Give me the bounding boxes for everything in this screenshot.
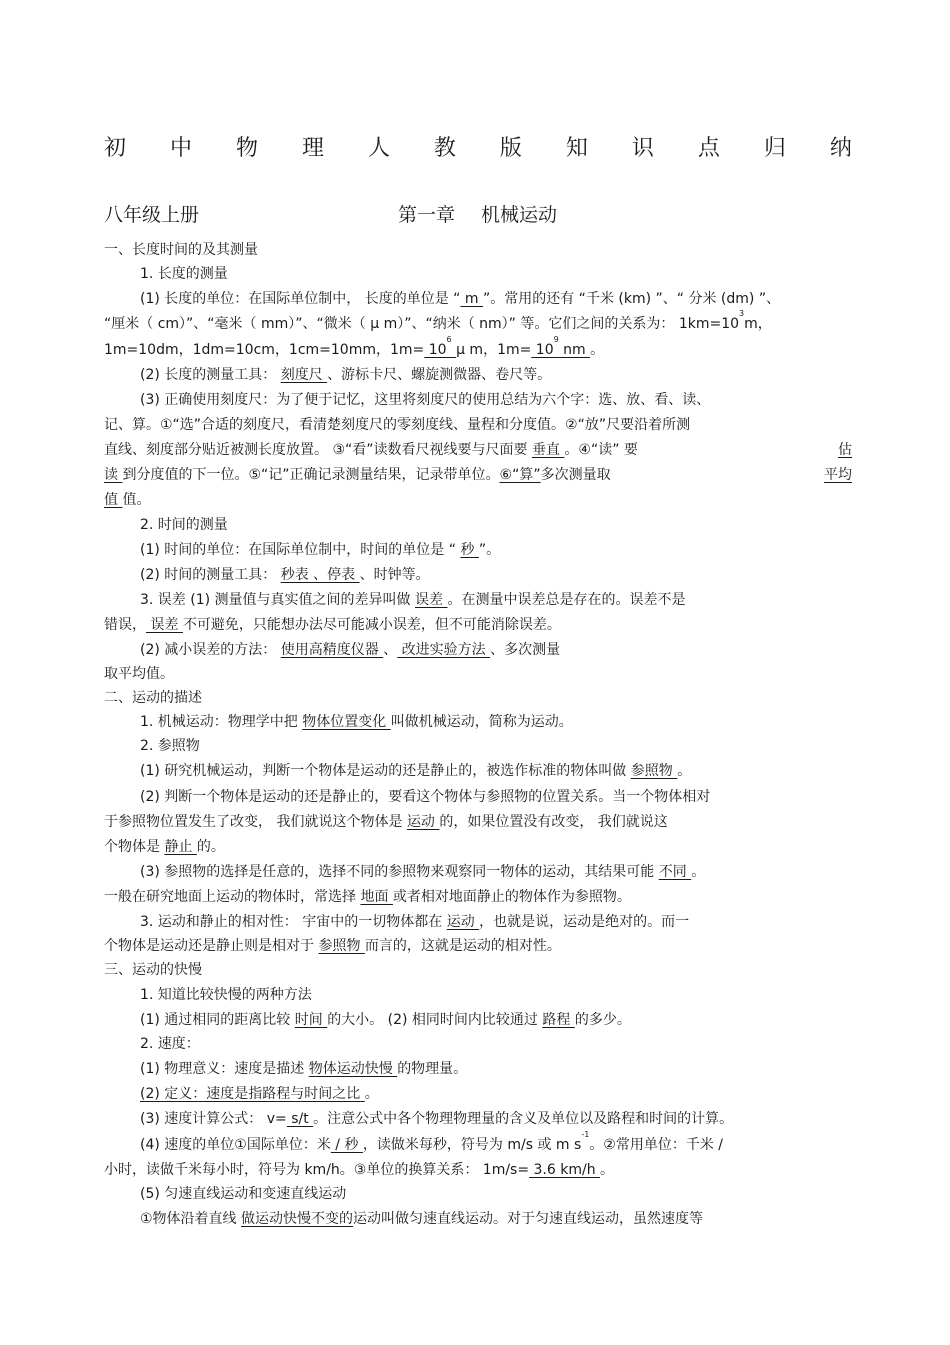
answer-blank: 运动	[446, 914, 480, 930]
answer-blank: $10^9$ nm	[531, 335, 591, 358]
answer-blank: 秒表 、停表	[280, 567, 360, 583]
text-line: (1) 长度的单位：在国际单位制中， 长度的单位是 “ m ”。常用的还有 “千米 (km) ”、“ 分米 (dm) ”、	[140, 291, 781, 307]
chapter-name: 机械运动	[481, 204, 558, 226]
answer-blank: 误差	[415, 592, 448, 608]
answer-blank: 地面	[360, 889, 393, 905]
subsection-time-measurement: 2. 时间的测量	[140, 517, 228, 533]
text-line: (5) 匀速直线运动和变速直线运动	[140, 1186, 347, 1202]
subsection-speed: 2. 速度：	[140, 1036, 200, 1052]
answer-blank: m	[460, 291, 483, 307]
answer-blank: 运动	[406, 814, 440, 830]
subsection-compare-methods: 1. 知道比较快慢的两种方法	[140, 987, 312, 1003]
answer-blank: 静止	[164, 839, 197, 855]
answer-blank: s/t	[286, 1111, 314, 1127]
answer-blank: 使用高精度仪器	[280, 642, 384, 658]
text-line: (2) 判断一个物体是运动的还是静止的，要看这个物体与参照物的位置关系。当一个物体相对	[140, 789, 711, 805]
title-char: 纳	[829, 135, 852, 161]
text-line: (2) 减小误差的方法： 使用高精度仪器 、 改进实验方法 、多次测量	[140, 642, 561, 658]
superscript: 6	[446, 335, 452, 344]
text-line: ①物体沿着直线 做运动快慢不变的运动叫做匀速直线运动。对于匀速直线运动，虽然速度等	[140, 1211, 704, 1227]
chapter-heading	[398, 203, 557, 227]
answer-blank: 改进实验方法	[397, 642, 491, 658]
answer-blank: $10^6$	[424, 335, 452, 358]
chapter-number: 第一章	[398, 204, 456, 226]
text-line: (3) 参照物的选择是任意的，选择不同的参照物来观察同一物体的运动，其结果可能 不同 。	[140, 864, 706, 880]
text-line: 取平均值。	[104, 666, 174, 682]
superscript: 9	[553, 335, 559, 344]
title-char: 归	[763, 135, 786, 161]
text-line: 值 值。	[104, 492, 151, 508]
title-char: 人	[367, 135, 390, 161]
answer-blank: 时间	[294, 1012, 328, 1028]
text-line: “厘米（ cm）”、“毫米（ mm）”、“微米（ μ m）”、“纳米（ nm）” 等。它们之间的关系为： $1km=10^3m$，	[104, 309, 772, 332]
answer-blank: 读	[104, 467, 118, 483]
title-char: 中	[169, 135, 192, 161]
title-char: 初	[104, 135, 127, 161]
text-line: 个物体是运动还是静止则是相对于 参照物 而言的，这就是运动的相对性。	[104, 938, 561, 954]
text-line: 3. 运动和静止的相对性： 宇宙中的一切物体都在 运动 ，也就是说，运动是绝对的。而一	[140, 914, 690, 930]
page-title	[104, 131, 852, 161]
section-heading-motion: 二、运动的描述	[104, 690, 202, 706]
section-heading-length-time: 一、长度时间的及其测量	[104, 242, 258, 258]
superscript: -1	[581, 1130, 590, 1139]
answer-blank: 垂直	[531, 442, 565, 458]
text-line: (3) 速度计算公式： v= s/t 。注意公式中各个物理物理量的含义及单位以及路程和时间的计算。	[140, 1111, 734, 1127]
answer-blank: / 秒	[330, 1137, 363, 1153]
subsection-reference: 2. 参照物	[140, 738, 200, 754]
title-char: 知	[565, 135, 588, 161]
text-line: 3. 误差 (1) 测量值与真实值之间的差异叫做 误差 。在测量中误差总是存在的。误差不是	[140, 592, 686, 608]
section-heading-speed: 三、运动的快慢	[104, 962, 202, 978]
text-line: 错误， 误差 不可避免，只能想办法尽可能减小误差，但不可能消除误差。	[104, 617, 561, 633]
text-line: 于参照物位置发生了改变， 我们就说这个物体是 运动 的，如果位置没有改变， 我们就说这	[104, 814, 668, 830]
answer-blank: 不同	[658, 864, 692, 880]
text-line: (3) 正确使用刻度尺：为了便于记忆，这里将刻度尺的使用总结为六个字：选、放、看、读、	[140, 392, 711, 408]
title-char: 点	[697, 135, 720, 161]
answer-blank: 误差	[146, 617, 183, 633]
text-line: 1. 机械运动：物理学中把 物体位置变化 叫做机械运动，简称为运动。	[140, 714, 573, 730]
text-line: (4) 速度的单位①国际单位：米 / 秒 ，读做米每秒，符号为 m/s 或 m $s^{-1}$。②常用单位：千米 /	[140, 1130, 724, 1153]
answer-blank: 参照物	[318, 938, 365, 954]
title-char: 识	[631, 135, 654, 161]
text-line: 个物体是 静止 的。	[104, 839, 225, 855]
answer-blank: 3.6 km/h	[529, 1162, 601, 1178]
answer-blank: 刻度尺	[280, 367, 328, 383]
answer-blank: 做运动快慢不变的	[241, 1211, 354, 1227]
text-line: 直线、刻度部分贴近被测长度放置。 ③“看”读数看尺视线要与尺面要 垂直 。④“读” 要 估	[104, 438, 852, 462]
answer-blank: 参照物	[630, 763, 678, 779]
answer-blank: 秒	[460, 542, 479, 558]
title-char: 教	[433, 135, 456, 161]
grade-label: 八年级上册	[104, 204, 200, 226]
text-line: (1) 通过相同的距离比较 时间 的大小。 (2) 相同时间内比较通过 路程 的多少。	[140, 1012, 631, 1028]
answer-blank: 估	[838, 442, 852, 458]
text-line: 读 到分度值的下一位。⑤“记”正确记录测量结果，记录带单位。⑥“算”多次测量取 平均	[104, 463, 852, 487]
answer-blank: 物体位置变化	[302, 714, 391, 730]
text-line: 一般在研究地面上运动的物体时，常选择 地面 或者相对地面静止的物体作为参照物。	[104, 889, 631, 905]
answer-blank: 值	[104, 492, 118, 508]
answer-blank: 平均	[824, 467, 852, 483]
title-char: 版	[499, 135, 522, 161]
text-line: (1) 时间的单位：在国际单位制中，时间的单位是 “ 秒 ”。	[140, 542, 501, 558]
subsection-length-measurement: 1. 长度的测量	[140, 266, 228, 282]
title-char: 理	[301, 135, 324, 161]
answer-blank: 物体运动快慢	[308, 1061, 398, 1077]
text-line: (1) 研究机械运动，判断一个物体是运动的还是静止的，被选作标准的物体叫做 参照物 。	[140, 763, 692, 779]
text-line: 小时，读做千米每小时，符号为 km/h。③单位的换算关系： 1m/s= 3.6 km/h 。	[104, 1162, 615, 1178]
superscript: 3	[739, 309, 745, 318]
text-line: (2) 定义：速度是指路程与时间之比 。	[140, 1086, 379, 1102]
answer-blank: 路程	[542, 1012, 575, 1028]
text-line: 1m=10dm，1dm=10cm，1cm=10mm，$1m= 10^6$ μ m，$1m= 10^9$ nm 。	[104, 335, 605, 358]
text-line: (1) 物理意义：速度是描述 物体运动快慢 的物理量。	[140, 1061, 468, 1077]
text-line: (2) 时间的测量工具： 秒表 、停表 、时钟等。	[140, 567, 430, 583]
text-line: 记、算。①“选”合适的刻度尺，看清楚刻度尺的零刻度线、量程和分度值。②“放”尺要沿着所测	[104, 417, 691, 433]
title-char: 物	[235, 135, 258, 161]
text-line: (2) 长度的测量工具： 刻度尺 、游标卡尺、螺旋测微器、卷尺等。	[140, 367, 552, 383]
